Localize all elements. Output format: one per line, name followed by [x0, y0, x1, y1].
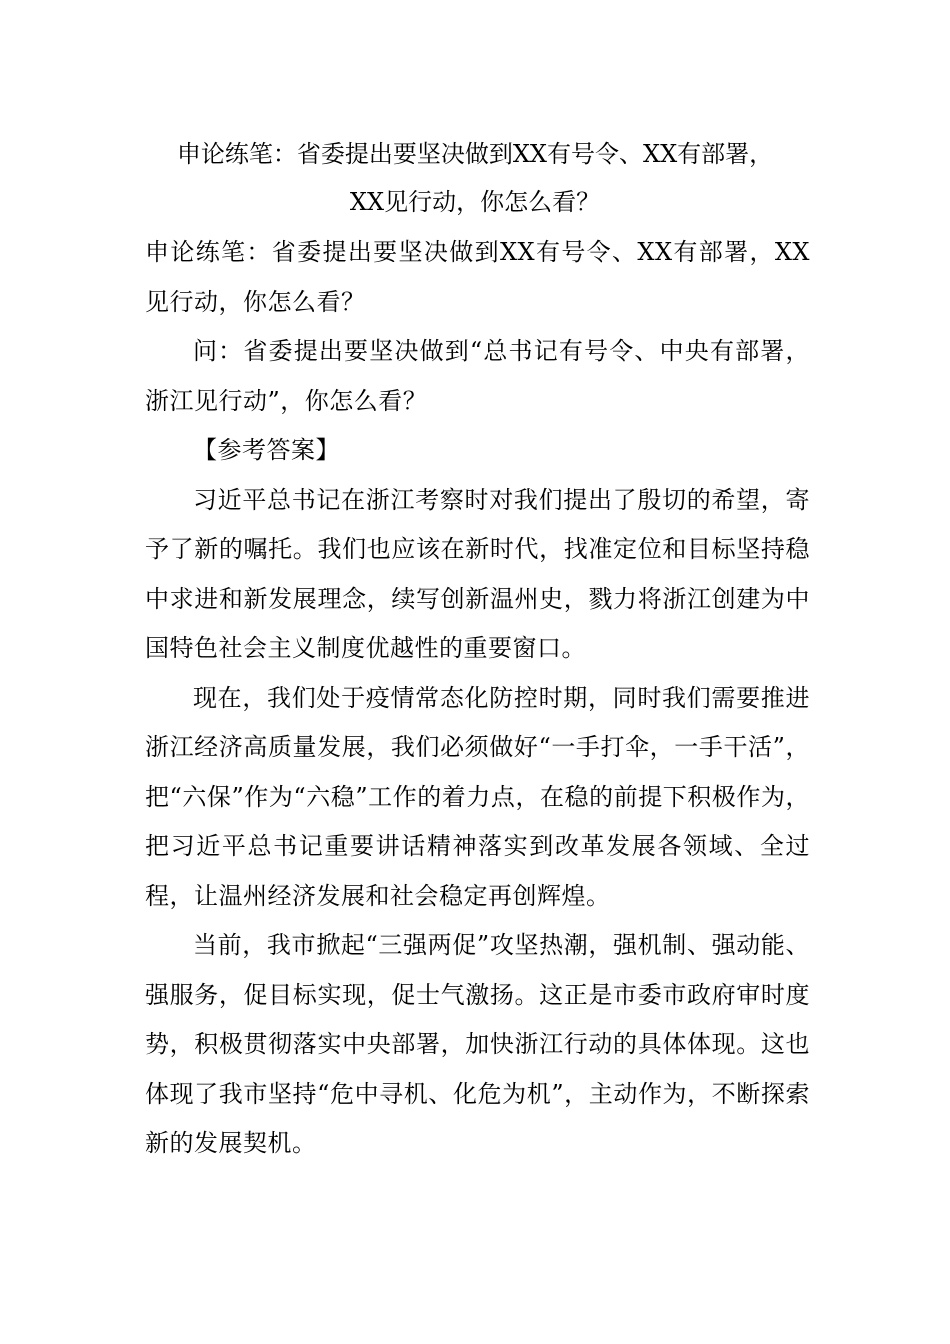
answer-paragraph-2: 现在，我们处于疫情常态化防控时期，同时我们需要推进浙江经济高质量发展，我们必须做好“一手打伞，一手干活”，把“六保”作为“六稳”工作的着力点，在稳的前提下积极作为，把习近平总书记重要讲话精神落实到改革发展各领域、全过程，让温州经济发展和社会稳定再创辉煌。: [145, 683, 810, 910]
document-title: [145, 130, 805, 226]
answer-paragraph-3: 当前，我市掀起“三强两促”攻坚热潮，强机制、强动能、强服务，促目标实现，促士气激扬。这正是市委市政府审时度势，积极贯彻落实中央部署，加快浙江行动的具体体现。这也体现了我市坚持“危中寻机、化危为机”，主动作为，不断探索新的发展契机。: [145, 931, 810, 1157]
document-body: [145, 228, 810, 1169]
title-line-2: XX见行动，你怎么看？: [349, 188, 601, 216]
repeated-title-paragraph: 申论练笔：省委提出要坚决做到XX有号令、XX有部署，XX见行动，你怎么看？: [145, 238, 810, 316]
title-line-1: 申论练笔：省委提出要坚决做到XX有号令、XX有部署，: [176, 140, 774, 168]
answer-paragraph-1: 习近平总书记在浙江考察时对我们提出了殷切的希望，寄予了新的嘱托。我们也应该在新时代，找准定位和目标坚持稳中求进和新发展理念，续写创新温州史，戮力将浙江创建为中国特色社会主义制度优越性的重要窗口。: [145, 485, 810, 662]
question-paragraph: 问：省委提出要坚决做到“总书记有号令、中央有部署，浙江见行动”，你怎么看？: [145, 337, 810, 415]
answer-heading: 【参考答案】: [193, 436, 340, 464]
